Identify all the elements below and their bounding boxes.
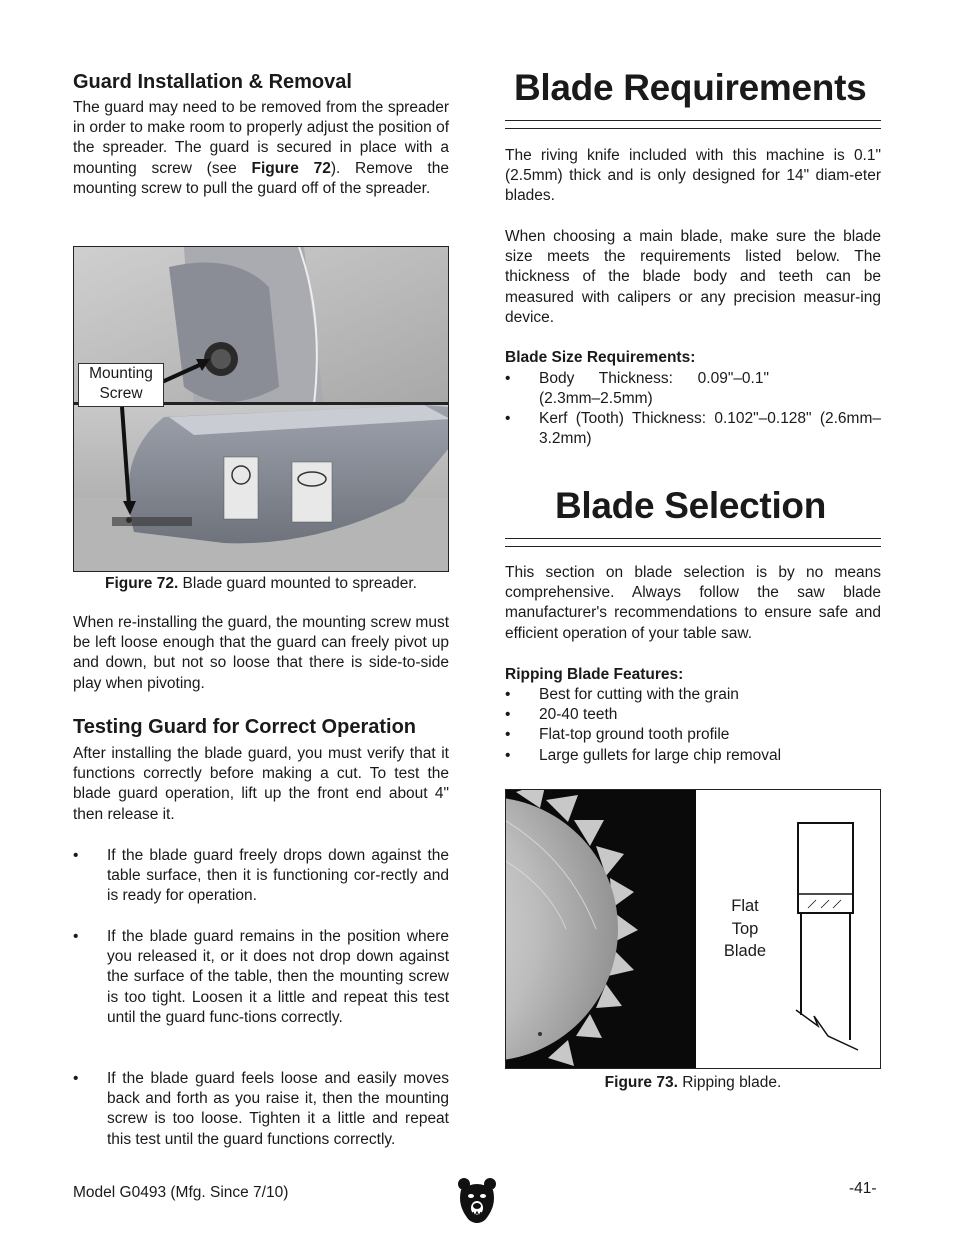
figure-73-caption-text: Ripping blade. — [677, 1074, 782, 1091]
bullet-text: If the blade guard feels loose and easily moves back and forth as you raise it, then the mounting screw is too loose. Tighten it a little and repeat this test until the guard functions correctly. — [107, 1070, 449, 1148]
bullet-text: Body Thickness: 0.09"–0.1" (2.3mm–2.5mm) — [539, 370, 769, 408]
bullet-text: Best for cutting with the grain — [539, 686, 739, 703]
bullet-text: Kerf (Tooth) Thickness: 0.102"–0.128" (2.6mm–3.2mm) — [539, 410, 881, 448]
riving-knife-paragraph: The riving knife included with this machine is 0.1" (2.5mm) thick and is only designed for 14" diam-eter blades. — [505, 147, 881, 205]
testing-guard-heading: Testing Guard for Correct Operation — [73, 716, 416, 738]
figure-72-label: Figure 72. — [105, 575, 179, 592]
bullet-text: If the blade guard freely drops down against the table surface, then it is functioning cor-rectly and is ready for operation. — [107, 847, 449, 905]
reinstall-paragraph: When re-installing the guard, the mounting screw must be left loose enough that the guard can freely pivot up and down, but not so loose that there is side-to-side play when pivoting. — [73, 614, 449, 692]
list-item: • Large gullets for large chip removal — [505, 746, 881, 766]
list-item: • If the blade guard freely drops down against the table surface, then it is functioning cor-rectly and is ready for operation. — [73, 846, 449, 907]
list-item: • Kerf (Tooth) Thickness: 0.102"–0.128" (2.6mm–3.2mm) — [505, 409, 881, 449]
list-item: • Body Thickness: 0.09"–0.1" (2.3mm–2.5mm) — [505, 369, 881, 409]
testing-guard-paragraph: After installing the blade guard, you must verify that it functions correctly before making a cut. To test the blade guard operation, lift up the front end about 4" then release it. — [73, 745, 449, 823]
bullet-text: If the blade guard remains in the position where you released it, or it does not drop down against the surface of the table, then the mounting screw is too tight. Loosen it a little and repeat this test until the guard func-tions correctly. — [107, 928, 449, 1026]
label-line: Blade — [723, 942, 767, 960]
title-rule-bottom — [505, 128, 881, 129]
para-text-a: The guard may need to be removed from the spreader in order to make room to properly adjust the position of the spreader. The guard is secured in place with a mounting screw (see — [73, 99, 449, 177]
blade-choice-paragraph: When choosing a main blade, make sure the blade size meets the requirements listed below. The thickness of the blade body and teeth can be measured with calipers or any precision measur-ing device. — [505, 228, 881, 326]
list-item: • Best for cutting with the grain — [505, 685, 881, 705]
blade-size-heading: Blade Size Requirements: — [505, 349, 696, 366]
blade-selection-title: Blade Selection — [555, 485, 827, 526]
list-item: • If the blade guard feels loose and easily moves back and forth as you raise it, then the mounting screw is too loose. Tighten it a little and repeat this test until the guard functions correctly. — [73, 1069, 449, 1150]
guard-installation-paragraph — [73, 98, 449, 199]
blade-selection-paragraph: This section on blade selection is by no means comprehensive. Always follow the saw blade manufacturer's recommendations to ensure safe and efficient operation of your table saw. — [505, 564, 881, 642]
figure-73-label: Figure 73. — [604, 1074, 678, 1091]
blade-requirements-title: Blade Requirements — [514, 67, 867, 108]
para-text-b: ). Remove the mounting screw to pull the guard off of the spreader. — [73, 159, 449, 197]
bear-head-logo-icon — [457, 1176, 497, 1224]
mounting-screw-callout: Mounting Screw — [78, 363, 164, 407]
bullet-text: Large gullets for large chip removal — [539, 747, 782, 764]
figure-72-reference: Figure 72 — [251, 159, 331, 177]
figure-73-caption — [505, 1073, 881, 1093]
figure-72-image — [73, 246, 449, 572]
figure-72-caption-text: Blade guard mounted to spreader. — [178, 575, 417, 592]
figure-73-image — [505, 789, 881, 1069]
label-line: Top — [731, 919, 759, 938]
blade-guard-photo — [74, 247, 449, 572]
title-rule-top — [505, 538, 881, 539]
bullet-text: Flat-top ground tooth profile — [539, 726, 730, 743]
guard-installation-heading: Guard Installation & Removal — [73, 71, 352, 93]
flat-top-blade-label — [716, 895, 774, 963]
title-rule-bottom — [505, 546, 881, 547]
label-line: Flat — [731, 897, 759, 915]
list-item: • If the blade guard remains in the position where you released it, or it does not drop down against the surface of the table, then the mounting screw is too tight. Loosen it a little and repeat this test until the guard func-tions correctly. — [73, 927, 449, 1028]
ripping-blade-heading: Ripping Blade Features: — [505, 666, 684, 683]
list-item: • 20-40 teeth — [505, 705, 881, 725]
list-item: • Flat-top ground tooth profile — [505, 725, 881, 745]
title-rule-top — [505, 120, 881, 121]
figure-72-caption — [73, 574, 449, 594]
footer-model: Model G0493 (Mfg. Since 7/10) — [73, 1184, 289, 1201]
footer-page-number: -41- — [849, 1180, 877, 1197]
bullet-text: 20-40 teeth — [539, 706, 618, 723]
saw-blade-photo — [506, 790, 696, 1068]
